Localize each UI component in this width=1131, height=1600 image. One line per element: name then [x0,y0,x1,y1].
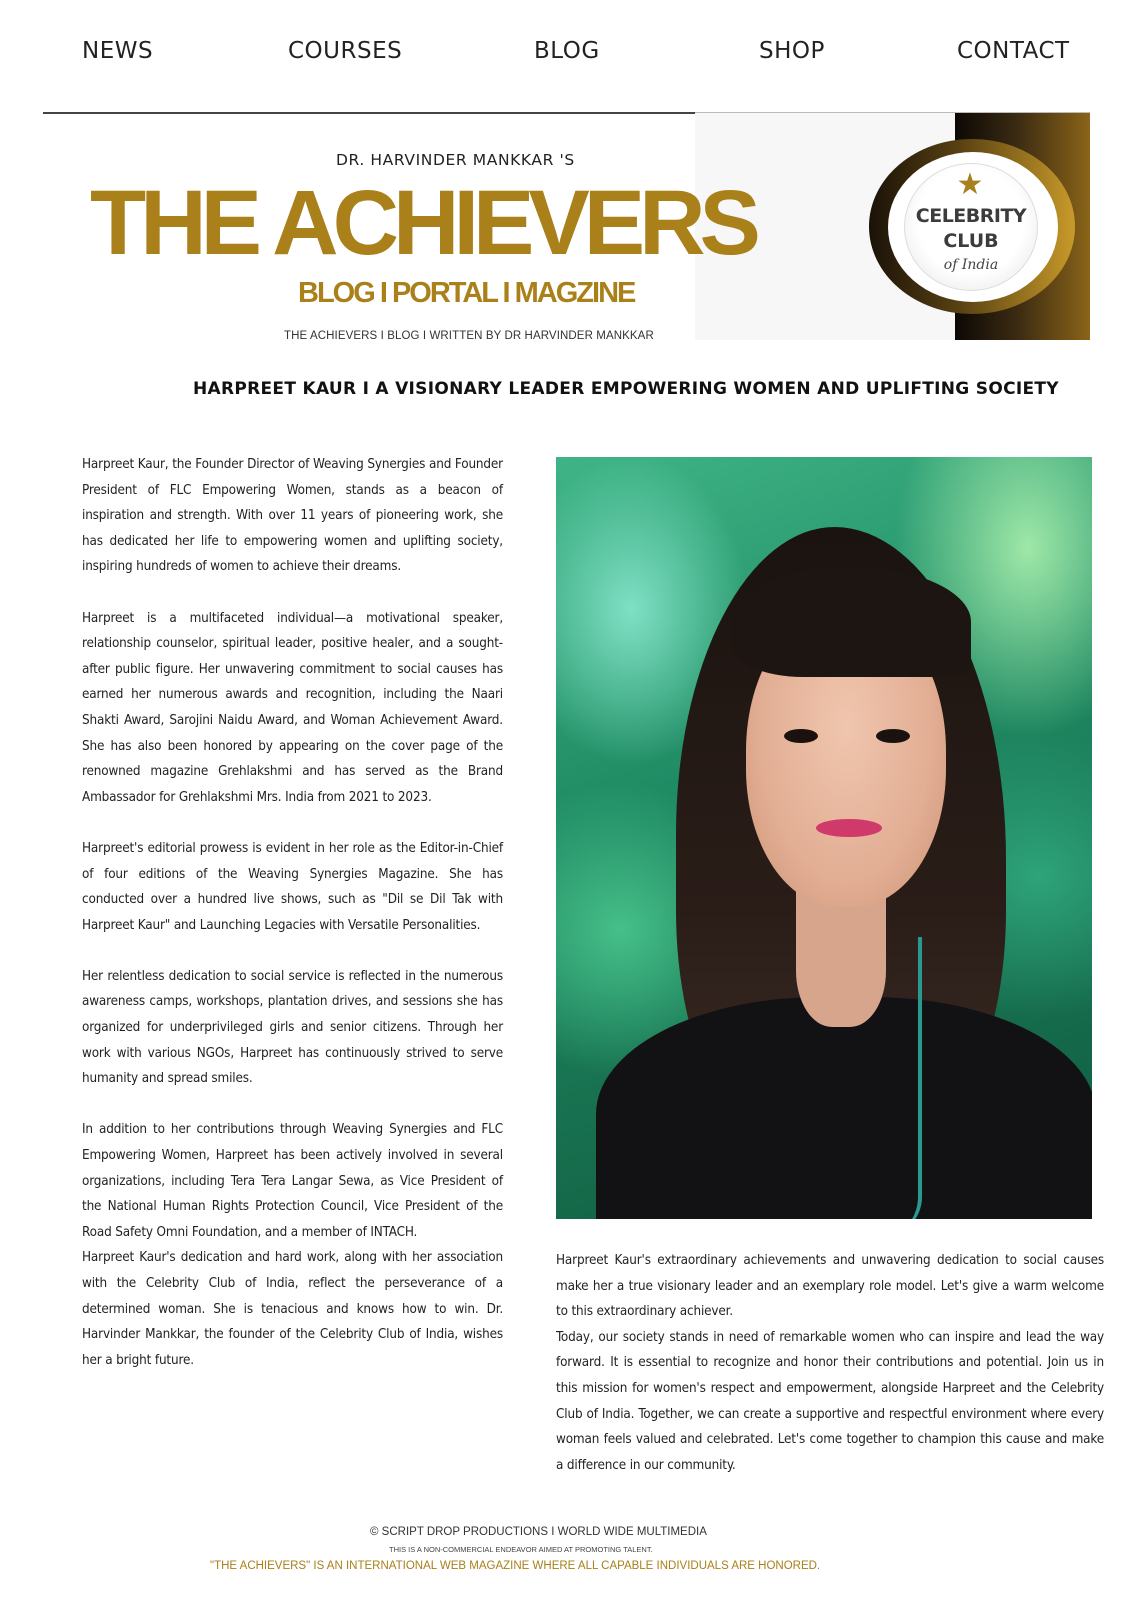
logo-text-india: of India [943,257,999,273]
portrait-photo [556,457,1092,1219]
nav-divider [43,112,695,114]
nav-item-shop[interactable]: SHOP [759,38,825,64]
paragraph: Harpreet Kaur, the Founder Director of Weaving Synergies and Founder President of FLC Empowering Women, stands as a beacon of inspiration and strength. With over 11 years of pioneering work, she has dedicated her life to empowering women and uplifting society, inspiring hundreds of women to achieve their dreams. [82,457,503,575]
paragraph: In addition to her contributions through Weaving Synergies and FLC Empowering Women, Harpreet has been actively involved in several organizations, including Tera Tera Langar Sewa, as Vice President of the National Human Rights Protection Council, Vice President of the Road Safety Omni Foundation, and a member of INTACH. [82,1122,503,1240]
top-nav [0,38,1131,78]
magazine-title: THE ACHIEVERS [90,172,755,274]
pre-title: DR. HARVINDER MANKKAR 'S [336,151,575,169]
magazine-subtitle: BLOG I PORTAL I MAGZINE [298,277,635,309]
footer-disclaimer: THIS IS A NON-COMMERCIAL ENDEAVOR AIMED AT PROMOTING TALENT. [389,1545,653,1554]
photo-neck [796,887,886,1027]
logo-text-celebrity: CELEBRITY [915,205,1027,227]
paragraph: Harpreet Kaur's extraordinary achievements and unwavering dedication to social causes make her a true visionary leader and an exemplary role model. Let's give a warm welcome to this extraordinary achiever. [556,1253,1104,1320]
photo-earphone-cord [882,937,922,1219]
footer-copyright: © SCRIPT DROP PRODUCTIONS I WORLD WIDE MULTIMEDIA [370,1526,707,1538]
photo-hair-front [731,567,971,677]
photo-eye-left [784,729,818,743]
nav-item-courses[interactable]: COURSES [288,38,403,64]
article-right-column [556,1248,1104,1478]
photo-shirt [596,997,1092,1219]
paragraph: Her relentless dedication to social service is reflected in the numerous awareness camps, workshops, plantation drives, and sessions she has organized for underprivileged girls and senior citizens. Through her work with various NGOs, Harpreet has continuously strived to serve humanity and spread smiles. [82,968,503,1087]
photo-lips [816,819,882,837]
article-left-column [82,452,503,1373]
paragraph: Harpreet's editorial prowess is evident in her role as the Editor-in-Chief of four editions of the Weaving Synergies Magazine. She has conducted over a hundred live shows, such as "Dil se Dil Tak with Harpreet Kaur" and Launching Legacies with Versatile Personalities. [82,840,503,933]
paragraph: Today, our society stands in need of remarkable women who can inspire and lead the way forward. It is essential to recognize and honor their contributions and potential. Join us in this mission for women's respect and empowerment, alongside Harpreet and the Celebrity Club of India. Together, we can create a supportive and respectful environment where every woman feels valued and celebrated. Let's come together to champion this cause and make a difference in our community. [556,1329,1104,1473]
nav-item-blog[interactable]: BLOG [534,38,600,64]
paragraph: Harpreet Kaur's dedication and hard work, along with her association with the Celebrity Club of India, reflect the perseverance of a determined woman. She is tenacious and knows how to win. Dr. Harvinder Mankkar, the founder of the Celebrity Club of India, wishes her a bright future. [82,1250,503,1368]
nav-item-contact[interactable]: CONTACT [957,38,1070,64]
photo-eye-right [876,729,910,743]
star-icon: ★ [956,168,984,201]
footer-tagline: "THE ACHIEVERS" IS AN INTERNATIONAL WEB MAGAZINE WHERE ALL CAPABLE INDIVIDUALS ARE HONORED. [210,1560,821,1572]
paragraph: Harpreet is a multifaceted individual—a motivational speaker, relationship counselor, spiritual leader, positive healer, and a sought-after public figure. Her unwavering commitment to social causes has earned her numerous awards and recognition, including the Naari Shakti Award, Sarojini Naidu Award, and Woman Achievement Award. She has also been honored by appearing on the cover page of the renowned magazine Grehlakshmi and has served as the Brand Ambassador for Grehlakshmi Mrs. India from 2021 to 2023. [82,610,503,805]
byline: THE ACHIEVERS I BLOG I WRITTEN BY DR HARVINDER MANKKAR [284,330,654,342]
nav-item-news[interactable]: NEWS [82,38,154,64]
logo-text-club: CLUB [943,230,999,252]
article-headline: HARPREET KAUR I A VISIONARY LEADER EMPOWERING WOMEN AND UPLIFTING SOCIETY [193,379,1059,399]
